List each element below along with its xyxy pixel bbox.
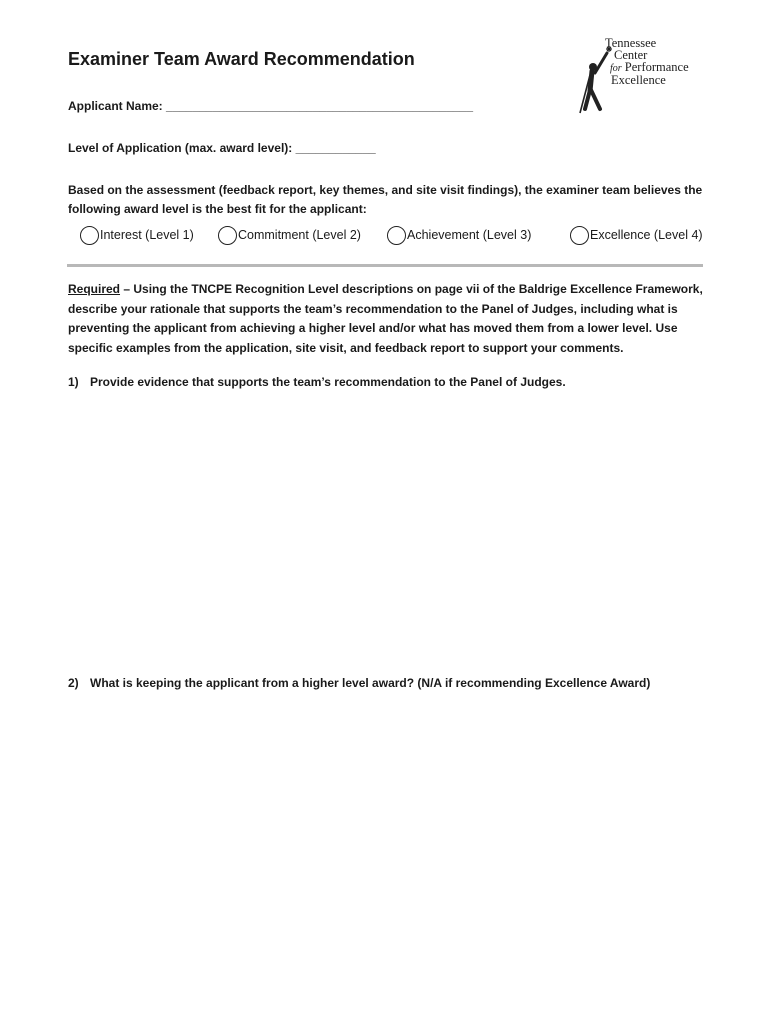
option-interest[interactable] bbox=[80, 223, 194, 247]
applicant-name-field[interactable]: Applicant Name: ______________________________________________ bbox=[68, 99, 474, 113]
logo-performance: Performance bbox=[624, 60, 689, 74]
required-text: – Using the TNCPE Recognition Level descriptions on page vii of the Baldrige Excellence Framework, describe your rationale that supports the team’s recommendation to the Panel of Judges, including what is preventing the applicant from achieving a higher level and/or what has moved them from a lower level. Use specific examples from the application, site visit, and feedback report to support your comments. bbox=[68, 282, 703, 355]
tncpe-logo bbox=[576, 33, 706, 115]
radio-circle-icon[interactable] bbox=[80, 226, 99, 245]
page-title: Examiner Team Award Recommendation bbox=[68, 49, 415, 69]
option-achievement[interactable] bbox=[387, 223, 531, 247]
option-label: Achievement (Level 3) bbox=[407, 228, 532, 242]
question-2 bbox=[68, 676, 650, 690]
radio-circle-icon[interactable] bbox=[570, 226, 589, 245]
required-keyword: Required bbox=[68, 282, 121, 296]
question-text: What is keeping the applicant from a higher level award? (N/A if recommending Excellence Award) bbox=[90, 676, 651, 690]
intro-text: Based on the assessment (feedback report, key themes, and site visit findings), the examiner team believes the following award level is the best fit for the applicant: bbox=[68, 183, 703, 216]
required-instructions bbox=[68, 280, 708, 358]
logo-line-excellence: Excellence bbox=[611, 73, 666, 87]
answer-area-2[interactable] bbox=[68, 700, 708, 990]
option-label: Interest (Level 1) bbox=[100, 228, 194, 242]
option-label: Commitment (Level 2) bbox=[238, 228, 361, 242]
radio-circle-icon[interactable] bbox=[387, 226, 406, 245]
answer-area-1[interactable] bbox=[68, 400, 708, 660]
level-of-application-field[interactable]: Level of Application (max. award level): ____________ bbox=[68, 141, 376, 155]
logo-for: for bbox=[610, 63, 622, 74]
logo-line-tennessee: Tennessee bbox=[605, 36, 657, 50]
question-number: 2) bbox=[68, 676, 79, 690]
question-1 bbox=[68, 375, 566, 389]
radio-circle-icon[interactable] bbox=[218, 226, 237, 245]
option-label: Excellence (Level 4) bbox=[590, 228, 703, 242]
option-commitment[interactable] bbox=[218, 223, 361, 247]
section-divider bbox=[67, 264, 703, 267]
logo-line-center: Center bbox=[614, 48, 648, 62]
question-text: Provide evidence that supports the team’s recommendation to the Panel of Judges. bbox=[90, 375, 566, 389]
question-number: 1) bbox=[68, 375, 79, 389]
option-excellence[interactable] bbox=[570, 223, 703, 247]
